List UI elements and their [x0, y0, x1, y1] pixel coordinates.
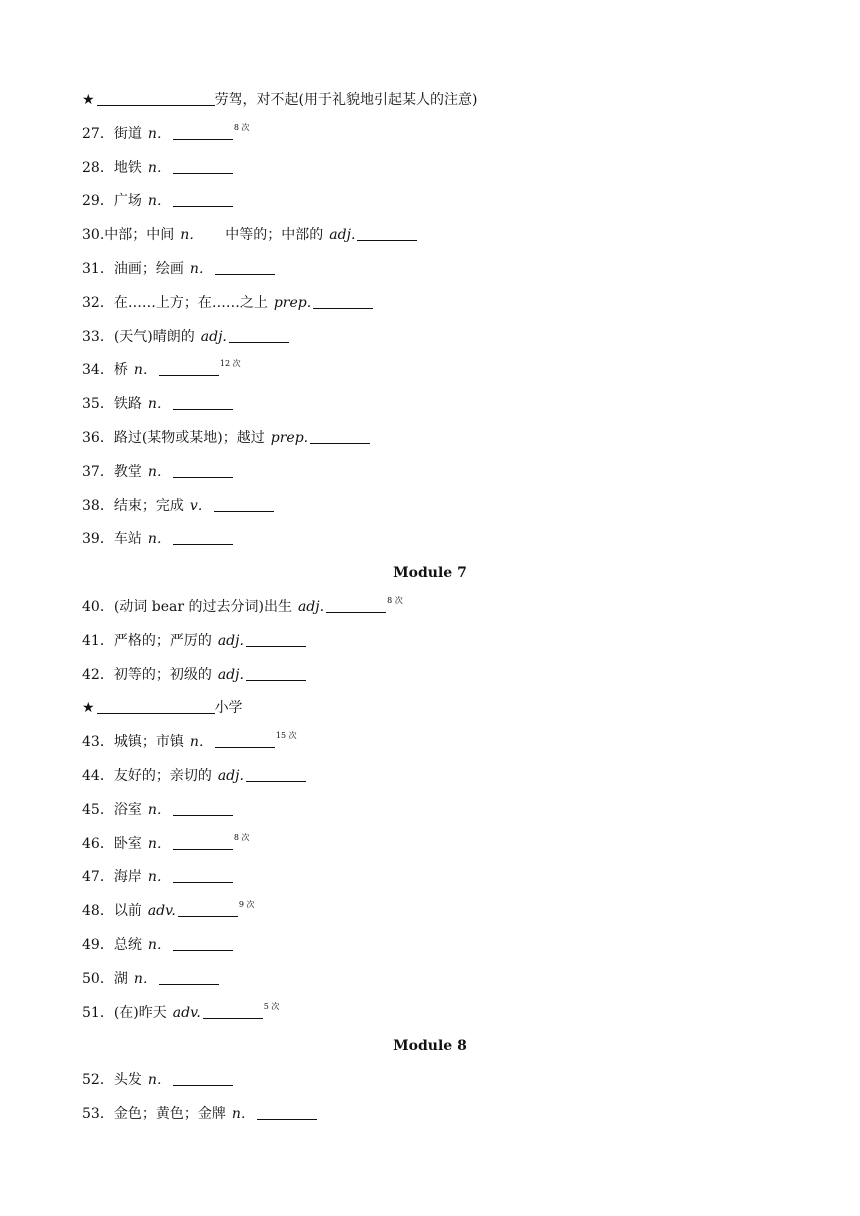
chinese-meaning: 总统 [113, 937, 142, 953]
item-number: 51． [82, 1005, 114, 1021]
part-of-speech: adv. [172, 1005, 201, 1021]
chinese-meaning: 地铁 [113, 160, 142, 176]
chinese-meaning: (动词 bear 的过去分词)出生 [113, 599, 292, 615]
vocab-item [82, 798, 233, 822]
item-number: 40． [82, 599, 114, 615]
vocab-item [82, 933, 233, 957]
answer-blank[interactable] [173, 159, 233, 174]
part-of-speech: adj. [200, 329, 227, 345]
answer-blank[interactable] [326, 598, 386, 613]
part-of-speech: n． [147, 396, 171, 412]
chinese-meaning: 中部；中间 [104, 227, 175, 243]
answer-blank[interactable] [229, 328, 289, 343]
part-of-speech: prep. [270, 430, 309, 446]
chinese-meaning: 湖 [113, 971, 128, 987]
part-of-speech: n． [147, 193, 171, 209]
chinese-meaning: 教堂 [113, 464, 142, 480]
chinese-meaning: 以前 [113, 903, 142, 919]
vocab-item [82, 358, 241, 382]
answer-blank[interactable] [178, 902, 238, 917]
part-of-speech: adj. [217, 633, 244, 649]
item-number: 48． [82, 903, 114, 919]
part-of-speech: n． [180, 227, 204, 243]
answer-blank[interactable] [357, 226, 417, 241]
chinese-meaning: 初等的；初级的 [113, 667, 212, 683]
vocab-item [82, 832, 250, 856]
item-number: 27． [82, 126, 114, 142]
answer-blank[interactable] [214, 497, 274, 512]
item-number: 49． [82, 937, 114, 953]
chinese-meaning: 油画；绘画 [113, 261, 184, 277]
item-number: 31． [82, 261, 114, 277]
chinese-meaning: 海岸 [113, 869, 142, 885]
answer-blank[interactable] [173, 835, 233, 850]
vocab-item [82, 764, 306, 788]
answer-blank[interactable] [173, 801, 233, 816]
part-of-speech: n． [147, 937, 171, 953]
frequency-note: 8 次 [233, 123, 250, 132]
answer-blank[interactable] [246, 632, 306, 647]
module-heading: Module 7 [393, 565, 467, 581]
part-of-speech: n． [147, 160, 171, 176]
chinese-meaning: 车站 [113, 531, 142, 547]
answer-blank[interactable] [257, 1105, 317, 1120]
answer-blank[interactable] [159, 361, 219, 376]
phrase-meaning: 小学 [214, 700, 243, 716]
item-number: 28． [82, 160, 114, 176]
vocab-item [82, 730, 297, 754]
vocab-item [82, 426, 370, 450]
vocab-item [82, 223, 417, 247]
vocab-item [82, 967, 219, 991]
item-number: 33． [82, 329, 114, 345]
item-number: 35． [82, 396, 114, 412]
item-number: 34． [82, 362, 114, 378]
vocab-item [82, 122, 250, 146]
part-of-speech: n． [147, 869, 171, 885]
part-of-speech: n． [147, 464, 171, 480]
part-of-speech: n． [231, 1106, 255, 1122]
item-number: 50． [82, 971, 114, 987]
vocab-item [82, 663, 306, 687]
module-heading: Module 8 [393, 1038, 467, 1054]
part-of-speech: adv. [147, 903, 176, 919]
answer-blank[interactable] [246, 767, 306, 782]
item-number: 29． [82, 193, 114, 209]
vocab-item [82, 494, 274, 518]
chinese-meaning: 路过(某物或某地)；越过 [113, 430, 265, 446]
item-number: 46． [82, 836, 114, 852]
chinese-meaning: 城镇；市镇 [113, 734, 184, 750]
vocab-item [82, 899, 254, 923]
answer-blank[interactable] [215, 733, 275, 748]
frequency-note: 9 次 [238, 900, 255, 909]
item-number: 41． [82, 633, 114, 649]
answer-blank[interactable] [173, 395, 233, 410]
vocab-item [82, 629, 306, 653]
answer-blank[interactable] [173, 936, 233, 951]
item-number: 38． [82, 498, 114, 514]
vocab-item [82, 865, 233, 889]
item-number: 52． [82, 1072, 114, 1088]
answer-blank[interactable] [173, 463, 233, 478]
chinese-meaning: 金色；黄色；金牌 [113, 1106, 226, 1122]
vocab-item [82, 1068, 233, 1092]
part-of-speech: n． [147, 1072, 171, 1088]
star-phrase-line [82, 88, 478, 112]
part-of-speech: n． [133, 362, 157, 378]
star-phrase-line [82, 696, 243, 720]
vocab-item [82, 527, 233, 551]
vocab-item [82, 392, 233, 416]
part-of-speech-2: adj. [329, 227, 356, 243]
answer-blank[interactable] [173, 125, 233, 140]
chinese-meaning: (在)昨天 [113, 1005, 167, 1021]
answer-blank[interactable] [173, 530, 233, 545]
item-number: 42． [82, 667, 114, 683]
part-of-speech: v． [189, 498, 212, 514]
chinese-meaning: 在……上方；在……之上 [113, 295, 268, 311]
item-number: 45． [82, 802, 114, 818]
item-number: 53． [82, 1106, 114, 1122]
chinese-meaning: 友好的；亲切的 [113, 768, 212, 784]
part-of-speech: n． [133, 971, 157, 987]
vocab-item [82, 325, 289, 349]
answer-blank[interactable] [97, 91, 215, 106]
answer-blank[interactable] [159, 970, 219, 985]
phrase-meaning: 劳驾，对不起(用于礼貌地引起某人的注意) [214, 92, 478, 108]
part-of-speech: n． [147, 531, 171, 547]
chinese-meaning-2: 中等的；中部的 [225, 227, 324, 243]
chinese-meaning: 卧室 [113, 836, 142, 852]
vocab-item [82, 1102, 317, 1126]
vocab-item [82, 189, 233, 213]
item-number: 43． [82, 734, 114, 750]
chinese-meaning: (天气)晴朗的 [113, 329, 195, 345]
chinese-meaning: 街道 [113, 126, 142, 142]
frequency-note: 5 次 [263, 1002, 280, 1011]
answer-blank[interactable] [215, 260, 275, 275]
chinese-meaning: 桥 [113, 362, 128, 378]
part-of-speech: n． [147, 802, 171, 818]
part-of-speech: n． [147, 836, 171, 852]
chinese-meaning: 广场 [113, 193, 142, 209]
chinese-meaning: 铁路 [113, 396, 142, 412]
frequency-note: 8 次 [387, 596, 403, 605]
answer-blank[interactable] [173, 868, 233, 883]
vocab-item [82, 257, 275, 281]
star-icon: ★ [82, 92, 95, 108]
star-icon: ★ [82, 700, 95, 716]
answer-blank[interactable] [173, 1071, 233, 1086]
answer-blank[interactable] [313, 294, 373, 309]
vocab-item [82, 460, 233, 484]
vocab-item [82, 291, 373, 315]
part-of-speech: n． [147, 126, 171, 142]
answer-blank[interactable] [203, 1004, 263, 1019]
vocab-item [82, 1001, 279, 1025]
answer-blank[interactable] [246, 666, 306, 681]
item-number: 37． [82, 464, 114, 480]
vocab-item [82, 156, 233, 180]
item-number: 30. [82, 227, 105, 243]
part-of-speech: adj. [297, 599, 325, 615]
part-of-speech: n． [189, 261, 213, 277]
item-number: 32． [82, 295, 114, 311]
chinese-meaning: 头发 [113, 1072, 142, 1088]
answer-blank[interactable] [310, 429, 370, 444]
chinese-meaning: 浴室 [113, 802, 142, 818]
part-of-speech: prep. [273, 295, 312, 311]
item-number: 44． [82, 768, 114, 784]
item-number: 47． [82, 869, 114, 885]
part-of-speech: n． [189, 734, 213, 750]
vocab-item [82, 595, 403, 619]
item-number: 39． [82, 531, 114, 547]
frequency-note: 12 次 [219, 359, 241, 368]
answer-blank[interactable] [173, 192, 233, 207]
part-of-speech: adj. [217, 667, 244, 683]
frequency-note: 8 次 [233, 833, 250, 842]
part-of-speech: adj. [217, 768, 244, 784]
item-number: 36． [82, 430, 114, 446]
chinese-meaning: 严格的；严厉的 [113, 633, 212, 649]
answer-blank[interactable] [97, 699, 215, 714]
chinese-meaning: 结束；完成 [113, 498, 184, 514]
frequency-note: 15 次 [275, 731, 297, 740]
